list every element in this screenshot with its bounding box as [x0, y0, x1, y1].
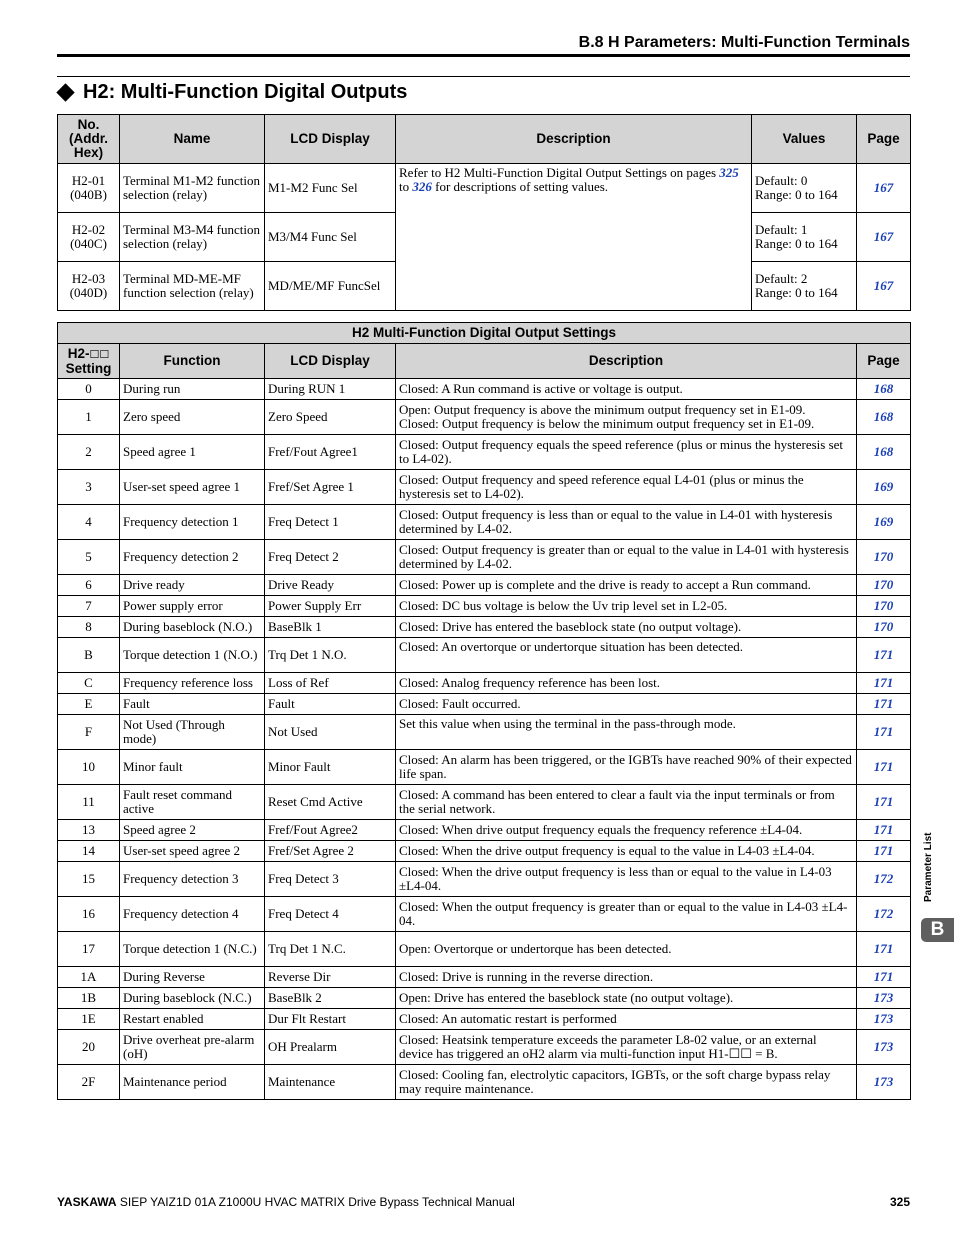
setting-value: 11: [58, 785, 120, 820]
parameter-name: Terminal MD-ME-MF function selection (relay): [120, 262, 265, 311]
section-title: H2: Multi-Function Digital Outputs: [83, 80, 408, 103]
setting-lcd: Zero Speed: [265, 400, 396, 435]
parameter-address: (040C): [70, 236, 107, 251]
setting-function: Drive ready: [120, 575, 265, 596]
setting-value: 20: [58, 1030, 120, 1065]
setting-description: Closed: When the drive output frequency is equal to the value in L4-03 ±L4-04.: [396, 841, 857, 862]
setting-description: Closed: Heatsink temperature exceeds the parameter L8-02 value, or an external device has triggered an oH2 alarm via multi-function input H1-☐☐ = B.: [396, 1030, 857, 1065]
parameter-address: (040B): [70, 187, 107, 202]
setting-row: [58, 400, 911, 435]
page-number: 325: [889, 1195, 910, 1209]
setting-lcd: Drive Ready: [265, 575, 396, 596]
setting-row: [58, 897, 911, 932]
setting-row: [58, 785, 911, 820]
setting-description: Closed: When drive output frequency equals the frequency reference ±L4-04.: [396, 820, 857, 841]
setting-lcd: Fref/Set Agree 1: [265, 470, 396, 505]
page-link[interactable]: 170: [857, 596, 911, 617]
setting-description: Closed: Drive is running in the reverse direction.: [396, 967, 857, 988]
page-link[interactable]: 167: [857, 262, 911, 311]
setting-description: Closed: Output frequency is greater than or equal to the value in L4-01 with hysteresis determined by L4-02.: [396, 540, 857, 575]
setting-value: 15: [58, 862, 120, 897]
setting-row: [58, 575, 911, 596]
setting-value: 16: [58, 897, 120, 932]
page-link[interactable]: 172: [857, 862, 911, 897]
setting-value: C: [58, 673, 120, 694]
setting-value: 1A: [58, 967, 120, 988]
running-header: B.8 H Parameters: Multi-Function Terminals: [578, 34, 910, 51]
setting-function: Maintenance period: [120, 1065, 265, 1100]
setting-row: [58, 841, 911, 862]
side-tab-label: Parameter List: [923, 832, 934, 902]
parameter-lcd: MD/ME/MF FuncSel: [265, 262, 396, 311]
setting-row: [58, 1065, 911, 1100]
setting-function: Frequency detection 3: [120, 862, 265, 897]
setting-value: 7: [58, 596, 120, 617]
page-link[interactable]: 171: [857, 785, 911, 820]
page-link[interactable]: 169: [857, 505, 911, 540]
setting-row: [58, 1030, 911, 1065]
setting-description: Closed: Fault occurred.: [396, 694, 857, 715]
page-link[interactable]: 172: [857, 897, 911, 932]
value-range: Range: 0 to 164: [755, 285, 838, 300]
footer-doc-title: [57, 1195, 515, 1209]
page-link[interactable]: 171: [857, 638, 911, 673]
page-link[interactable]: 173: [857, 1009, 911, 1030]
default-value: Default: 0: [755, 173, 808, 188]
setting-lcd: Trq Det 1 N.O.: [265, 638, 396, 673]
footer-brand: YASKAWA: [57, 1195, 117, 1209]
page-link[interactable]: 173: [857, 1065, 911, 1100]
setting-value: 1: [58, 400, 120, 435]
setting-lcd: Reset Cmd Active: [265, 785, 396, 820]
parameter-values: [752, 164, 857, 213]
setting-lcd: Dur Flt Restart: [265, 1009, 396, 1030]
setting-row: [58, 435, 911, 470]
parameter-values: [752, 262, 857, 311]
setting-description: Closed: Output frequency is less than or equal to the value in L4-01 with hysteresis determined by L4-02.: [396, 505, 857, 540]
setting-row: [58, 967, 911, 988]
setting-value: 0: [58, 379, 120, 400]
setting-row: [58, 862, 911, 897]
col-lcd: LCD Display: [265, 115, 396, 164]
setting-function: Speed agree 2: [120, 820, 265, 841]
parameter-values: [752, 213, 857, 262]
setting-description: Closed: A command has been entered to clear a fault via the input terminals or from the serial network.: [396, 785, 857, 820]
setting-description: Open: Output frequency is above the minimum output frequency set in E1-09. Closed: Output frequency is below the minimum output frequency set in E1-09.: [396, 400, 857, 435]
col-setting: [58, 344, 120, 379]
setting-description: Closed: An alarm has been triggered, or the IGBTs have reached 90% of their expected life span.: [396, 750, 857, 785]
setting-description: Closed: An overtorque or undertorque situation has been detected.: [396, 638, 857, 673]
setting-lcd: Minor Fault: [265, 750, 396, 785]
page-link[interactable]: 170: [857, 575, 911, 596]
setting-value: 4: [58, 505, 120, 540]
section-heading: [57, 80, 407, 104]
setting-description: Closed: Drive has entered the baseblock state (no output voltage).: [396, 617, 857, 638]
page-link[interactable]: 171: [857, 967, 911, 988]
page-link[interactable]: 171: [857, 820, 911, 841]
header-rule: [57, 54, 910, 57]
footer-doc: SIEP YAIZ1D 01A Z1000U HVAC MATRIX Drive Bypass Technical Manual: [116, 1195, 515, 1209]
col-values: Values: [752, 115, 857, 164]
setting-value: 3: [58, 470, 120, 505]
page-link[interactable]: 167: [857, 213, 911, 262]
setting-row: [58, 988, 911, 1009]
page-link[interactable]: 170: [857, 617, 911, 638]
col-name: Name: [120, 115, 265, 164]
parameter-name: Terminal M1-M2 function selection (relay): [120, 164, 265, 213]
shared-description: [396, 164, 752, 311]
page-link[interactable]: 171: [857, 673, 911, 694]
setting-function: Frequency reference loss: [120, 673, 265, 694]
setting-row: [58, 694, 911, 715]
setting-description: Closed: Output frequency equals the speed reference (plus or minus the hysteresis set to L4-02).: [396, 435, 857, 470]
parameter-lcd: M3/M4 Func Sel: [265, 213, 396, 262]
setting-description: Closed: Analog frequency reference has been lost.: [396, 673, 857, 694]
setting-function: User-set speed agree 1: [120, 470, 265, 505]
setting-prefix: H2-: [67, 345, 90, 361]
setting-function: Frequency detection 1: [120, 505, 265, 540]
page-link[interactable]: 173: [857, 988, 911, 1009]
setting-function: Speed agree 1: [120, 435, 265, 470]
setting-lcd: BaseBlk 2: [265, 988, 396, 1009]
setting-lcd: Freq Detect 1: [265, 505, 396, 540]
setting-description: Set this value when using the terminal in the pass-through mode.: [396, 715, 857, 750]
default-value: Default: 2: [755, 271, 808, 286]
setting-row: [58, 932, 911, 967]
setting-row: [58, 379, 911, 400]
setting-description: Closed: An automatic restart is performed: [396, 1009, 857, 1030]
setting-value: 17: [58, 932, 120, 967]
setting-row: [58, 596, 911, 617]
value-range: Range: 0 to 164: [755, 187, 838, 202]
setting-lcd: Fref/Fout Agree2: [265, 820, 396, 841]
setting-lcd: Fref/Set Agree 2: [265, 841, 396, 862]
setting-lcd: Freq Detect 4: [265, 897, 396, 932]
parameter-number: [58, 262, 120, 311]
setting-description: Closed: Cooling fan, electrolytic capacitors, IGBTs, or the soft charge bypass relay may require maintenance.: [396, 1065, 857, 1100]
setting-row: [58, 750, 911, 785]
placeholder-boxes-icon: ☐☐: [89, 347, 110, 361]
page-link[interactable]: 326: [412, 179, 432, 194]
setting-function: Torque detection 1 (N.O.): [120, 638, 265, 673]
header-rule-thin: [57, 76, 910, 77]
setting-function: Torque detection 1 (N.C.): [120, 932, 265, 967]
setting-description: Closed: When the drive output frequency is less than or equal to the value in L4-03 ±L4-04.: [396, 862, 857, 897]
setting-value: 2: [58, 435, 120, 470]
page-link[interactable]: 168: [857, 400, 911, 435]
setting-lcd: During RUN 1: [265, 379, 396, 400]
chapter-tab: B: [921, 918, 954, 942]
parameters-header-row: [58, 115, 911, 164]
parameter-name: Terminal M3-M4 function selection (relay): [120, 213, 265, 262]
page-link[interactable]: 169: [857, 470, 911, 505]
setting-row: [58, 617, 911, 638]
setting-function: User-set speed agree 2: [120, 841, 265, 862]
setting-value: 13: [58, 820, 120, 841]
col-description: Description: [396, 115, 752, 164]
col-description: Description: [396, 344, 857, 379]
col-lcd-display: LCD Display: [265, 344, 396, 379]
col-page: Page: [857, 344, 911, 379]
col-function: Function: [120, 344, 265, 379]
default-value: Default: 1: [755, 222, 808, 237]
setting-row: [58, 820, 911, 841]
parameter-lcd: M1-M2 Func Sel: [265, 164, 396, 213]
setting-function: Minor fault: [120, 750, 265, 785]
setting-row: [58, 1009, 911, 1030]
setting-function: During baseblock (N.C.): [120, 988, 265, 1009]
setting-function: Fault reset command active: [120, 785, 265, 820]
diamond-bullet-icon: [56, 83, 74, 101]
setting-row: [58, 638, 911, 673]
settings-table-title: H2 Multi-Function Digital Output Settings: [58, 323, 911, 344]
setting-description: Closed: When the output frequency is greater than or equal to the value in L4-03 ±L4-04.: [396, 897, 857, 932]
setting-function: Frequency detection 2: [120, 540, 265, 575]
setting-row: [58, 673, 911, 694]
setting-function: Not Used (Through mode): [120, 715, 265, 750]
setting-function: Frequency detection 4: [120, 897, 265, 932]
setting-value: 2F: [58, 1065, 120, 1100]
setting-value: 8: [58, 617, 120, 638]
setting-lcd: Trq Det 1 N.C.: [265, 932, 396, 967]
setting-function: During Reverse: [120, 967, 265, 988]
page-link[interactable]: 325: [719, 165, 739, 180]
setting-description: Closed: A Run command is active or voltage is output.: [396, 379, 857, 400]
col-no: No. (Addr. Hex): [58, 115, 120, 164]
setting-lcd: Freq Detect 2: [265, 540, 396, 575]
setting-description: Closed: DC bus voltage is below the Uv trip level set in L2-05.: [396, 596, 857, 617]
page-link[interactable]: 173: [857, 1030, 911, 1065]
setting-description: Open: Overtorque or undertorque has been detected.: [396, 932, 857, 967]
setting-lcd: Loss of Ref: [265, 673, 396, 694]
setting-value: E: [58, 694, 120, 715]
page-link[interactable]: 167: [857, 164, 911, 213]
setting-function: During run: [120, 379, 265, 400]
page-link[interactable]: 170: [857, 540, 911, 575]
setting-lcd: Fref/Fout Agree1: [265, 435, 396, 470]
parameter-id: H2-03: [71, 271, 106, 286]
setting-row: [58, 540, 911, 575]
setting-lcd: Power Supply Err: [265, 596, 396, 617]
setting-description: Closed: Power up is complete and the drive is ready to accept a Run command.: [396, 575, 857, 596]
description-text: Refer to H2 Multi-Function Digital Output Settings on pages: [399, 165, 720, 180]
parameter-id: H2-02: [71, 222, 106, 237]
parameter-number: [58, 164, 120, 213]
setting-row: [58, 505, 911, 540]
setting-value: B: [58, 638, 120, 673]
page-link[interactable]: 171: [857, 932, 911, 967]
page-link[interactable]: 171: [857, 841, 911, 862]
page-link[interactable]: 171: [857, 715, 911, 750]
setting-row: [58, 715, 911, 750]
settings-table: [57, 322, 911, 1100]
settings-header-row: [58, 344, 911, 379]
setting-function: Restart enabled: [120, 1009, 265, 1030]
page-link[interactable]: 168: [857, 435, 911, 470]
description-text: to: [399, 179, 413, 194]
setting-description: Open: Drive has entered the baseblock state (no output voltage).: [396, 988, 857, 1009]
parameter-row: [58, 164, 911, 213]
parameter-id: H2-01: [71, 173, 106, 188]
setting-lcd: BaseBlk 1: [265, 617, 396, 638]
setting-function: Zero speed: [120, 400, 265, 435]
description-text: for descriptions of setting values.: [431, 179, 609, 194]
setting-lcd: Reverse Dir: [265, 967, 396, 988]
setting-lcd: Not Used: [265, 715, 396, 750]
page-link[interactable]: 171: [857, 750, 911, 785]
value-range: Range: 0 to 164: [755, 236, 838, 251]
setting-value: 1B: [58, 988, 120, 1009]
setting-label: Setting: [65, 360, 112, 376]
setting-lcd: OH Prealarm: [265, 1030, 396, 1065]
setting-description: Closed: Output frequency and speed reference equal L4-01 (plus or minus the hysteresis set to L4-02).: [396, 470, 857, 505]
setting-value: F: [58, 715, 120, 750]
setting-lcd: Fault: [265, 694, 396, 715]
parameter-number: [58, 213, 120, 262]
page-link[interactable]: 168: [857, 379, 911, 400]
parameters-table: [57, 114, 911, 311]
page-footer: [57, 1195, 910, 1209]
setting-row: [58, 470, 911, 505]
page-link[interactable]: 171: [857, 694, 911, 715]
setting-function: During baseblock (N.O.): [120, 617, 265, 638]
setting-function: Power supply error: [120, 596, 265, 617]
setting-value: 14: [58, 841, 120, 862]
setting-value: 6: [58, 575, 120, 596]
setting-value: 5: [58, 540, 120, 575]
setting-value: 1E: [58, 1009, 120, 1030]
col-page: Page: [857, 115, 911, 164]
parameter-address: (040D): [69, 285, 108, 300]
setting-lcd: Freq Detect 3: [265, 862, 396, 897]
setting-function: Fault: [120, 694, 265, 715]
setting-lcd: Maintenance: [265, 1065, 396, 1100]
setting-value: 10: [58, 750, 120, 785]
setting-function: Drive overheat pre-alarm (oH): [120, 1030, 265, 1065]
